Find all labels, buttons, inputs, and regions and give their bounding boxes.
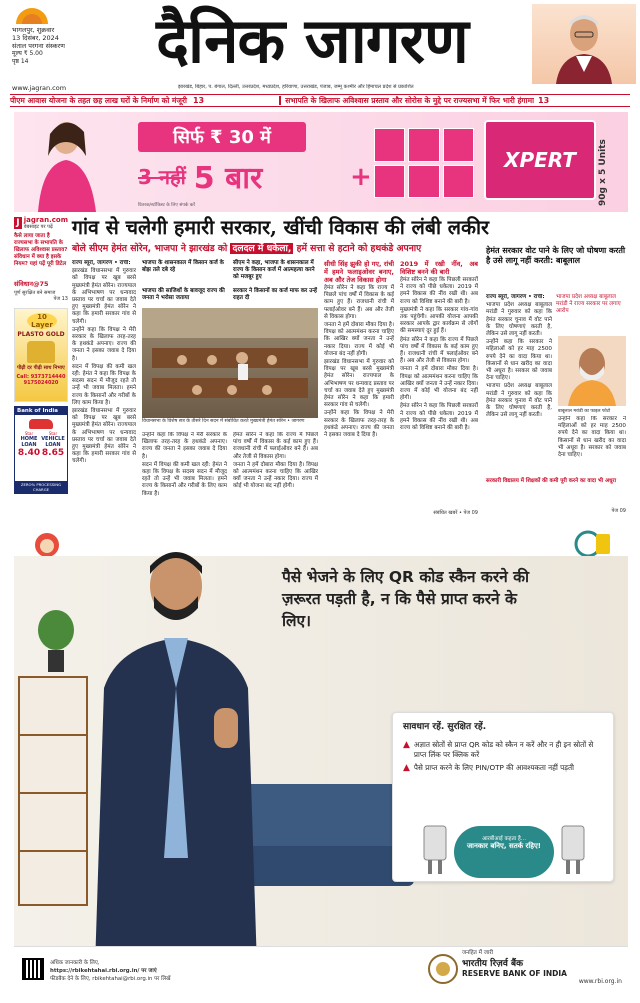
- plasto-tag: पीढ़ी दर पीढ़ी साथ निभाए: [17, 365, 65, 371]
- rbi-warning-item: [393, 763, 613, 773]
- ad-line2: [138, 156, 262, 197]
- ticker-right[interactable]: [285, 96, 630, 106]
- ad-price-banner: [138, 122, 306, 152]
- lead-bullet: भाजपा के शासनकाल में किसान कर्ज के बोझ तले दबे रहे: [142, 260, 224, 273]
- qr-code-icon[interactable]: [22, 958, 44, 980]
- rbi-warning-text-2: पैसे प्राप्त करने के लिए PIN/OTP की आवश्यकता नहीं पड़ती: [413, 763, 574, 772]
- lead-col-3: [324, 260, 394, 520]
- lead-para: जनता ने हमें दोबारा मौका दिया है। विपक्ष को आत्ममंथन करना चाहिए कि आखिर क्यों जनता ने उन्हें नकार दिया। राज्य में कोई भी योजना बंद नहीं होगी।: [324, 322, 394, 357]
- warning-icon: ▲: [403, 763, 410, 773]
- masthead-pages: पृष्ठ 14: [12, 58, 29, 65]
- masthead: [0, 0, 640, 94]
- lead-headline[interactable]: गांव से चलेगी हमारी सरकार, खींची विकास की लंबी लकीर: [72, 216, 490, 239]
- ad-model-figure: [22, 112, 112, 212]
- rbi-qr-line1: अधिक जानकारी के लिए,: [50, 960, 100, 966]
- side-para: भाजपा प्रदेश अध्यक्ष बाबूलाल मरांडी ने गुरुवार को कहा कि हेमंत सरकार चुनाव में वोट पाने के लिए घोषणाएं करती है, लेकिन उसे लागू नहीं करती।: [486, 383, 552, 419]
- samvidhan-label: संविधान@75: [14, 280, 49, 288]
- masthead-price: मूल्य ₹ 5.00: [12, 50, 43, 57]
- lead-para: उन्होंने कहा कि विपक्ष ने मेरी सरकार के खिलाफ तरह-तरह के हथकंडे अपनाए। राज्य की जनता ने इसका जवाब दे दिया है।: [72, 326, 136, 362]
- ad-product-pack: [484, 120, 596, 200]
- warning-icon: ▲: [403, 740, 410, 750]
- lead-para: सदन में विपक्ष की कमी खल रही: हेमंत ने कहा कि विपक्ष के सदस्य सदन में मौजूद रहते तो उन्हें भी जवाब मिलता। हमने राज्य के किसानों और गरीबों के लिए काम किया है।: [142, 461, 227, 497]
- rbi-model-figure: [84, 538, 264, 998]
- lead-para: झारखंड विधानसभा में गुरुवार को विपक्ष पर खूब बरसे मुख्यमंत्री हेमंत सोरेन। राज्यपाल के अभिभाषण पर धन्यवाद प्रस्ताव पर चर्चा का जवाब देते हुए मुख्यमंत्री हेमंत सोरेन ने कहा कि हमारी सरकार गांव से चलेगी।: [324, 359, 394, 409]
- ticker-right-page: 13: [538, 96, 550, 105]
- samvidhan-box[interactable]: [14, 271, 68, 302]
- lead-col-4: [400, 260, 478, 508]
- samvidhan-page: पेज 13: [53, 296, 68, 302]
- side-page-ref[interactable]: पेज 09: [611, 508, 626, 514]
- lead-para: उन्होंने कहा कि विपक्ष ने मेरी सरकार के खिलाफ तरह-तरह के हथकंडे अपनाए। राज्य की जनता ने इसका जवाब दे दिया है।: [142, 432, 227, 460]
- ad-plus-icon: +: [350, 162, 372, 192]
- side-para: भाजपा प्रदेश अध्यक्ष बाबूलाल मरांडी ने गुरुवार को कहा कि हेमंत सरकार चुनाव में वोट पाने के लिए घोषणाएं करती है, लेकिन उसे लागू नहीं करती।: [486, 302, 552, 338]
- jagran-j-icon: J: [14, 217, 22, 229]
- side-photo-caption: बाबूलाल मरांडी का फाइल फोटो: [558, 409, 611, 414]
- lead-col-2: [142, 432, 318, 520]
- rbi-warning-text-1: अज्ञात स्रोतों से प्राप्त QR कोड को स्कैन न करें और न ही इन स्रोतों से प्राप्त लिंक पर क्लिक करें: [413, 740, 594, 759]
- sidebar-teaser[interactable]: कैसे लाया जाता है राज्यसभा के सभापति के खिलाफ अविश्वास प्रस्ताव? संविधान में क्या है इसके नियम? यहां पढ़ें पूरी डिटेल: [14, 233, 68, 267]
- ad-product-box: [374, 128, 405, 162]
- lead-bullets: [142, 260, 318, 306]
- lead-para: झारखंड विधानसभा में गुरुवार को विपक्ष पर खूब बरसे मुख्यमंत्री हेमंत सोरेन। राज्यपाल के अभिभाषण पर धन्यवाद प्रस्ताव पर चर्चा का जवाब देते हुए मुख्यमंत्री हेमंत सोरेन ने कहा कि हमारी सरकार गांव से चलेगी।: [72, 408, 136, 465]
- lead-para: हेमंत सोरेन ने कहा कि पिछली सरकारों ने राज्य को पीछे धकेला। 2019 में हमने विकास की नींव रखी थी। अब राज्य को विशिष्ट बनाने की बारी है।: [400, 277, 478, 305]
- side-photo: [558, 336, 626, 406]
- car-loan-block: [41, 431, 65, 458]
- rbi-mascot-left-icon: [420, 822, 450, 876]
- rbi-top-strip: [14, 526, 628, 534]
- jagran-com-sub: वेबसाइट पर पढ़ें: [23, 224, 53, 230]
- lead-subhead-a: बोले सीएम हेमंत सोरेन, भाजपा ने झारखंड को: [72, 243, 228, 254]
- rbi-advertisement[interactable]: [14, 526, 628, 998]
- rbi-badge-main: जानकार बनिए, सतर्क रहिए!: [466, 842, 542, 850]
- side-story: [486, 246, 628, 520]
- ad-product-box: [408, 128, 439, 162]
- rbi-mascot-icon: [34, 532, 60, 558]
- lead-byline: राज्य ब्यूरो, जागरण • रांची:: [72, 260, 131, 266]
- plasto-call2: 9175024020: [23, 380, 59, 386]
- lead-col4-head: 2019 में रखी नींव, अब विशिष्ट बनने की बारी: [400, 260, 478, 276]
- bank-name: Bank of India: [15, 407, 67, 415]
- qr-phone-icon: [574, 530, 614, 558]
- lead-para: मुख्यमंत्री ने कहा कि सरकार गांव-गांव तक पहुंचेगी। आपकी योजना आपकी सरकार आपके द्वार कार्यक्रम से लोगों की समस्याएं दूर हुई हैं।: [400, 306, 478, 335]
- side-quote-box: [556, 294, 628, 334]
- ad-product-box: [408, 165, 439, 199]
- masthead-edition: संताल परगना संस्करण: [12, 42, 65, 50]
- ticker-bar: [10, 94, 630, 107]
- top-advertisement[interactable]: [14, 112, 628, 212]
- lead-photo-caption: विधानसभा के विशेष सत्र के तीसरे दिन सदन में संबोधित करते मुख्यमंत्री हेमंत सोरेन • जागरण: [142, 419, 305, 424]
- lead-subhead-highlight: दलदल में धकेला,: [232, 243, 292, 254]
- lead-para: हेमंत सोरेन ने कहा कि राज्य में पिछले पांच वर्षों में विकास के कई काम हुए हैं। राजधानी रांची में फ्लाईओवर बने हैं। अब और तेजी से विकास होगा।: [233, 432, 318, 460]
- ad-price-text: सिर्फ ₹ 30 में: [173, 127, 271, 148]
- lead-para: झारखंड विधानसभा में गुरुवार को विपक्ष पर खूब बरसे मुख्यमंत्री हेमंत सोरेन। राज्यपाल के अभिभाषण पर धन्यवाद प्रस्ताव पर चर्चा का जवाब देते हुए मुख्यमंत्री हेमंत सोरेन ने कहा कि हमारी सरकार गांव से चलेगी।: [72, 268, 136, 325]
- masthead-logo: दैनिक जागरण: [156, 4, 468, 77]
- rbi-url[interactable]: www.rbi.org.in: [578, 978, 622, 985]
- ticker-divider: [279, 96, 281, 105]
- lead-para: जनता ने हमें दोबारा मौका दिया है। विपक्ष को आत्ममंथन करना चाहिए कि आखिर क्यों जनता ने उन्हें नकार दिया। राज्य में कोई भी योजना बंद नहीं होगी।: [400, 366, 478, 402]
- ad-product-box: [374, 165, 405, 199]
- lead-subhead-b: हमें सत्ता से हटाने को हथकंडे अपनाए: [296, 243, 422, 254]
- ad-strike-text: 3 नहीं: [138, 165, 186, 189]
- jagran-sun-logo: [14, 6, 50, 24]
- rbi-footer-text: [462, 948, 622, 985]
- ad-product-box: [443, 128, 474, 162]
- plasto-call: Call: 9373714440: [16, 374, 66, 380]
- lead-page-ref[interactable]: संबंधित खबरें • पेज 09: [433, 510, 478, 516]
- lead-photo: [142, 308, 318, 418]
- lead-col-1: [72, 260, 136, 520]
- home-star: Star: [24, 431, 34, 436]
- ticker-left[interactable]: [10, 96, 275, 106]
- rbi-headline: पैसे भेजने के लिए QR कोड स्कैन करने की ज़रूरत पड़ती है, न कि पैसे प्राप्त करने के लिए।: [282, 568, 530, 630]
- bank-car-icon: [29, 419, 53, 429]
- home-loan-rate: 8.40: [17, 448, 41, 458]
- ticker-right-text: सभापति के खिलाफ अविश्वास प्रस्ताव और सोरोस के मुद्दे पर राज्यसभा में फिर भारी हंगामा: [285, 95, 535, 105]
- lead-para: हेमंत सोरेन ने कहा कि राज्य में पिछले पांच वर्षों में विकास के कई काम हुए हैं। राजधानी रांची में फ्लाईओवर बने हैं। अब और तेजी से विकास होगा।: [400, 336, 478, 365]
- lead-bullet: सीएम ने कहा, भाजपा के शासनकाल में राज्य के किसान कर्ज में आत्महत्या करने को मजबूर हुए: [233, 260, 315, 280]
- rbi-issued: जनहित में जारी: [462, 950, 494, 956]
- side-tail: सरकारी विद्यालय में शिक्षकों की कमी पूरी करने का वादा भी अधूरा: [486, 478, 616, 484]
- plasto-brand: PLASTO GOLD: [17, 331, 65, 338]
- lead-para: उन्होंने कहा कि विपक्ष ने मेरी सरकार के खिलाफ तरह-तरह के हथकंडे अपनाए। राज्य की जनता ने इसका जवाब दे दिया है।: [324, 410, 394, 439]
- ticker-left-page: 13: [192, 96, 205, 105]
- lead-col3-head: सीधी सिंह झुकी हो गए, रांची में हमने फलाइओवर बनाए, अब और तेज विकास होगा: [324, 260, 394, 284]
- ad-product-grid: [374, 128, 474, 198]
- side-quote-label: भाजपा प्रदेश अध्यक्ष बाबूलाल मरांडी ने राज्य सरकार पर लगाए आरोप: [556, 294, 621, 314]
- rbi-qr-line3[interactable]: फीडबैक देने के लिए, rbikehtahai@rbi.org.in पर लिखें: [50, 976, 171, 982]
- rbi-shelf: [18, 676, 88, 906]
- side-col-2: [558, 416, 626, 476]
- lead-bullet: सरकार ने किसानों का कर्ज माफ कर उन्हें राहत दी: [233, 287, 317, 301]
- rbi-emblem-icon: [428, 954, 458, 984]
- left-sidebar: [14, 216, 68, 518]
- lead-story: [72, 216, 490, 520]
- bank-zero-charge: ZERO% PROCESSING CHARGE: [15, 481, 67, 493]
- side-headline[interactable]: हेमंत सरकार वोट पाने के लिए जो घोषणा करती है उसे लागू नहीं करती: बाबूलाल: [486, 246, 626, 265]
- side-col-1: [486, 294, 552, 454]
- lead-para: हेमंत सोरेन ने कहा कि पिछली सरकारों ने राज्य को पीछे धकेला। 2019 में हमने विकास की नींव रखी थी। अब राज्य को विशिष्ट बनाने की बारी है।: [400, 403, 478, 432]
- rbi-qr-line2[interactable]: https://rbikehtahai.rbi.org.in/ पर जाएं: [50, 968, 157, 974]
- rbi-badge: [454, 826, 554, 878]
- plasto-tank-icon: [27, 341, 55, 363]
- bank-ad[interactable]: [14, 406, 68, 494]
- car-loan-rate: 8.65: [41, 448, 65, 458]
- rbi-mascot-right-icon: [558, 822, 588, 876]
- lead-para: हेमंत सोरेन ने कहा कि राज्य में पिछले पांच वर्षों में विकास के कई काम हुए हैं। राजधानी रांची में फ्लाईओवर बने हैं। अब और तेजी से विकास होगा।: [324, 285, 394, 320]
- side-para: उन्होंने कहा कि सरकार ने महिलाओं को हर माह 2500 रुपये देने का वादा किया था। किसानों से धान खरीद का वादा भी अधूरा है। सरकार को जवाब देना चाहिए।: [558, 416, 626, 459]
- portrait-photo: [532, 4, 636, 84]
- lead-para: जनता ने हमें दोबारा मौका दिया है। विपक्ष को आत्ममंथन करना चाहिए कि आखिर क्यों जनता ने उन्हें नकार दिया। राज्य में कोई भी योजना बंद नहीं होगी।: [233, 461, 318, 490]
- car-star: Star: [48, 431, 58, 436]
- lead-para: सदन में विपक्ष की कमी खल रही: हेमंत ने कहा कि विपक्ष के सदस्य सदन में मौजूद रहते तो उन्हें भी जवाब मिलता। हमने राज्य के किसानों और गरीबों के लिए काम किया है।: [72, 363, 136, 406]
- home-loan-block: [17, 431, 41, 458]
- side-byline: राज्य ब्यूरो, जागरण • रांची:: [486, 294, 545, 300]
- plant-icon: [34, 606, 78, 676]
- jagran-com-label: jagran.com: [23, 216, 68, 224]
- lead-bullet: भाजपा की साजिशों के बावजूद राज्य की जनता ने भरोसा जताया: [142, 287, 225, 301]
- rbi-en-name: RESERVE BANK OF INDIA: [462, 969, 567, 978]
- ad-product-box: [443, 165, 474, 199]
- rbi-hindi-name: भारतीय रिज़र्व बैंक: [462, 959, 524, 969]
- masthead-date: 13 दिसंबर, 2024: [12, 34, 59, 42]
- ticker-left-text: पीएम आवास योजना के तहत छह लाख घरों के निर्माण को मंजूरी: [10, 95, 187, 105]
- rbi-badge-top: आरबीआई कहता है...: [481, 836, 527, 842]
- jagran-com-box[interactable]: [14, 216, 68, 230]
- ad-brand: XPERT: [504, 148, 576, 172]
- rbi-warning-title: सावधान रहें. सुरक्षित रहें.: [403, 722, 487, 732]
- samvidhan-sub: पूर्ण सुरक्षित बने समाज: [14, 290, 56, 296]
- side-para: उन्होंने कहा कि सरकार ने महिलाओं को हर माह 2500 रुपये देने का वादा किया था। किसानों से धान खरीद का वादा भी अधूरा है। सरकार को जवाब देना चाहिए।: [486, 339, 552, 382]
- car-loan-label: VEHICLE LOAN: [41, 436, 65, 448]
- website-url[interactable]: www.jagran.com: [12, 84, 67, 92]
- rbi-qr-text: [50, 958, 250, 982]
- ad-times-text: 5 बार: [193, 161, 263, 196]
- plasto-layer: 10 Layer: [27, 313, 57, 329]
- plasto-ad[interactable]: [14, 308, 68, 402]
- ad-pack-size: 90g x 5 Units: [598, 139, 608, 206]
- home-loan-label: HOME LOAN: [20, 436, 38, 448]
- rbi-warning-item: [393, 740, 613, 759]
- masthead-location: भागलपुर, शुक्रवार: [12, 26, 55, 34]
- editions-line: झारखंड, बिहार, प. बंगाल, दिल्ली, उत्तरप्रदेश, मध्यप्रदेश, हरियाणा, उत्तराखंड, पंजाब, जम्मू कश्मीर और हिमाचल प्रदेश से प्रकाशित: [178, 84, 414, 90]
- ad-disclaimer: वितरक/स्टॉकिस्ट के लिए संपर्क करें: [138, 203, 196, 208]
